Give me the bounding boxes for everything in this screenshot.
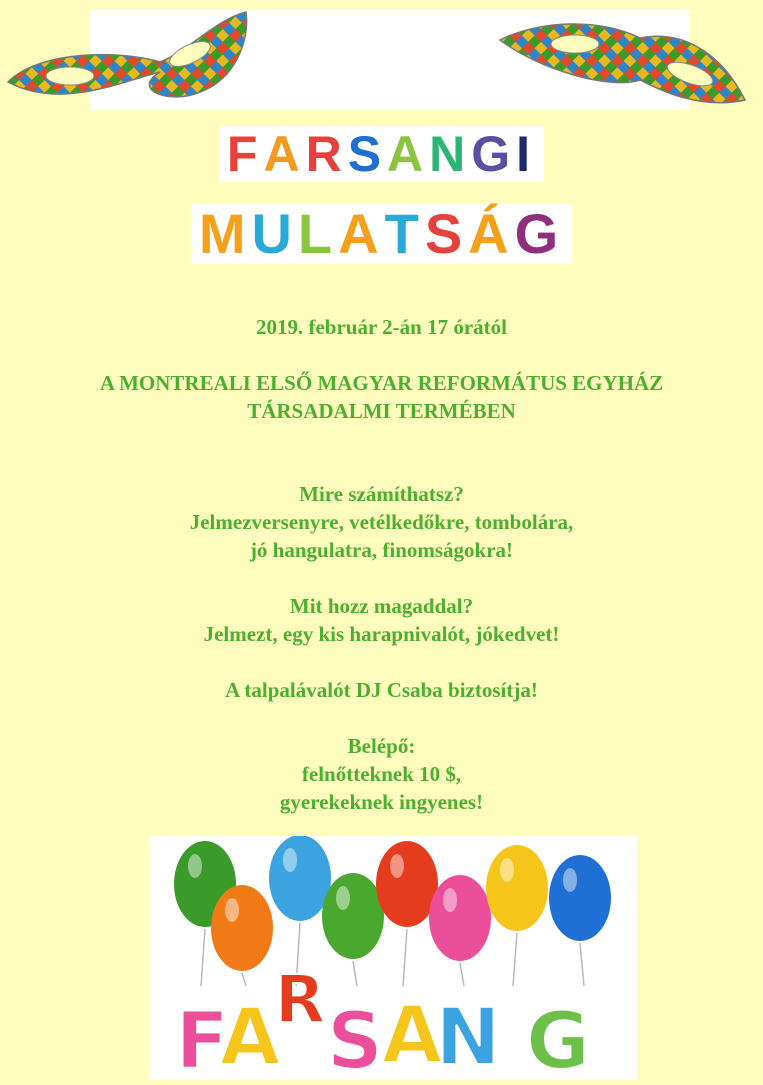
- title-2-letter: G: [514, 202, 565, 265]
- title-1-letter: N: [429, 126, 472, 182]
- title-line-2: [191, 204, 572, 264]
- balloons-illustration: [150, 836, 637, 1080]
- title-2-letter: S: [424, 202, 469, 265]
- title-mulatsag: [0, 204, 763, 264]
- venue-line-1: A MONTREALI ELSŐ MAGYAR REFORMÁTUS EGYHÁZ: [99, 371, 664, 395]
- title-1-letter: S: [347, 126, 388, 182]
- balloon-icon: [429, 875, 491, 961]
- title-1-letter: G: [471, 126, 517, 182]
- title-farsangi: [0, 126, 763, 182]
- balloon-icon: [486, 845, 548, 931]
- balloon-icon: [549, 855, 611, 941]
- entry-adults: felnőtteknek 10 $,: [301, 762, 462, 786]
- title-2-letter: Á: [468, 202, 515, 265]
- farsang-balloons-image: [150, 836, 637, 1080]
- title-line-1: [219, 126, 544, 182]
- event-date: 2019. február 2-án 17 órától: [255, 315, 507, 339]
- title-2-letter: L: [297, 202, 339, 265]
- farsang-letter: N: [435, 993, 501, 1080]
- farsang-letter: A: [381, 991, 443, 1080]
- title-1-letter: F: [226, 126, 264, 182]
- entry-children: gyerekeknek ingyenes!: [279, 790, 484, 814]
- farsang-letter: A: [219, 993, 281, 1080]
- bring-question: Mit hozz magaddal?: [289, 594, 474, 618]
- music-note: A talpalávalót DJ Csaba biztosítja!: [225, 678, 538, 702]
- farsang-letter: S: [326, 997, 384, 1080]
- balloon-string: [242, 973, 246, 986]
- title-2-letter: T: [384, 202, 425, 265]
- title-2-letter: U: [251, 202, 298, 265]
- balloon-highlight: [500, 858, 514, 882]
- balloon-string: [353, 961, 357, 986]
- balloon-highlight: [563, 868, 577, 892]
- entry-heading: Belépő:: [347, 734, 416, 758]
- title-1-letter: A: [263, 126, 306, 182]
- balloon-string: [580, 943, 584, 986]
- balloon-string: [460, 963, 464, 986]
- farsang-letter: G: [525, 997, 591, 1080]
- title-2-letter: M: [198, 202, 252, 265]
- balloon-icon: [269, 836, 331, 921]
- balloon-icon: [376, 841, 438, 927]
- expect-line-2: jó hangulatra, finomságokra!: [249, 538, 514, 562]
- balloon-string: [403, 929, 407, 986]
- title-2-letter: A: [338, 202, 385, 265]
- balloon-string: [513, 933, 517, 986]
- balloon-highlight: [390, 854, 404, 878]
- title-1-letter: A: [387, 126, 430, 182]
- balloon-icon: [211, 885, 273, 971]
- balloon-highlight: [283, 848, 297, 872]
- balloon-icon: [322, 873, 384, 959]
- title-1-letter: R: [305, 126, 348, 182]
- balloon-highlight: [443, 888, 457, 912]
- carnival-masks-banner: [0, 10, 763, 114]
- balloon-highlight: [336, 886, 350, 910]
- venue-line-2: TÁRSADALMI TERMÉBEN: [247, 399, 516, 423]
- balloon-highlight: [188, 854, 202, 878]
- title-1-letter: I: [516, 126, 537, 182]
- bring-line-1: Jelmezt, egy kis harapnivalót, jókedvet!: [203, 622, 560, 646]
- expect-line-1: Jelmezversenyre, vetélkedőkre, tombolára,: [189, 510, 574, 534]
- balloon-highlight: [225, 898, 239, 922]
- farsang-letter: F: [175, 997, 229, 1080]
- farsang-letter: R: [274, 961, 326, 1038]
- balloon-string: [201, 929, 205, 986]
- expect-question: Mire számíthatsz?: [299, 482, 464, 506]
